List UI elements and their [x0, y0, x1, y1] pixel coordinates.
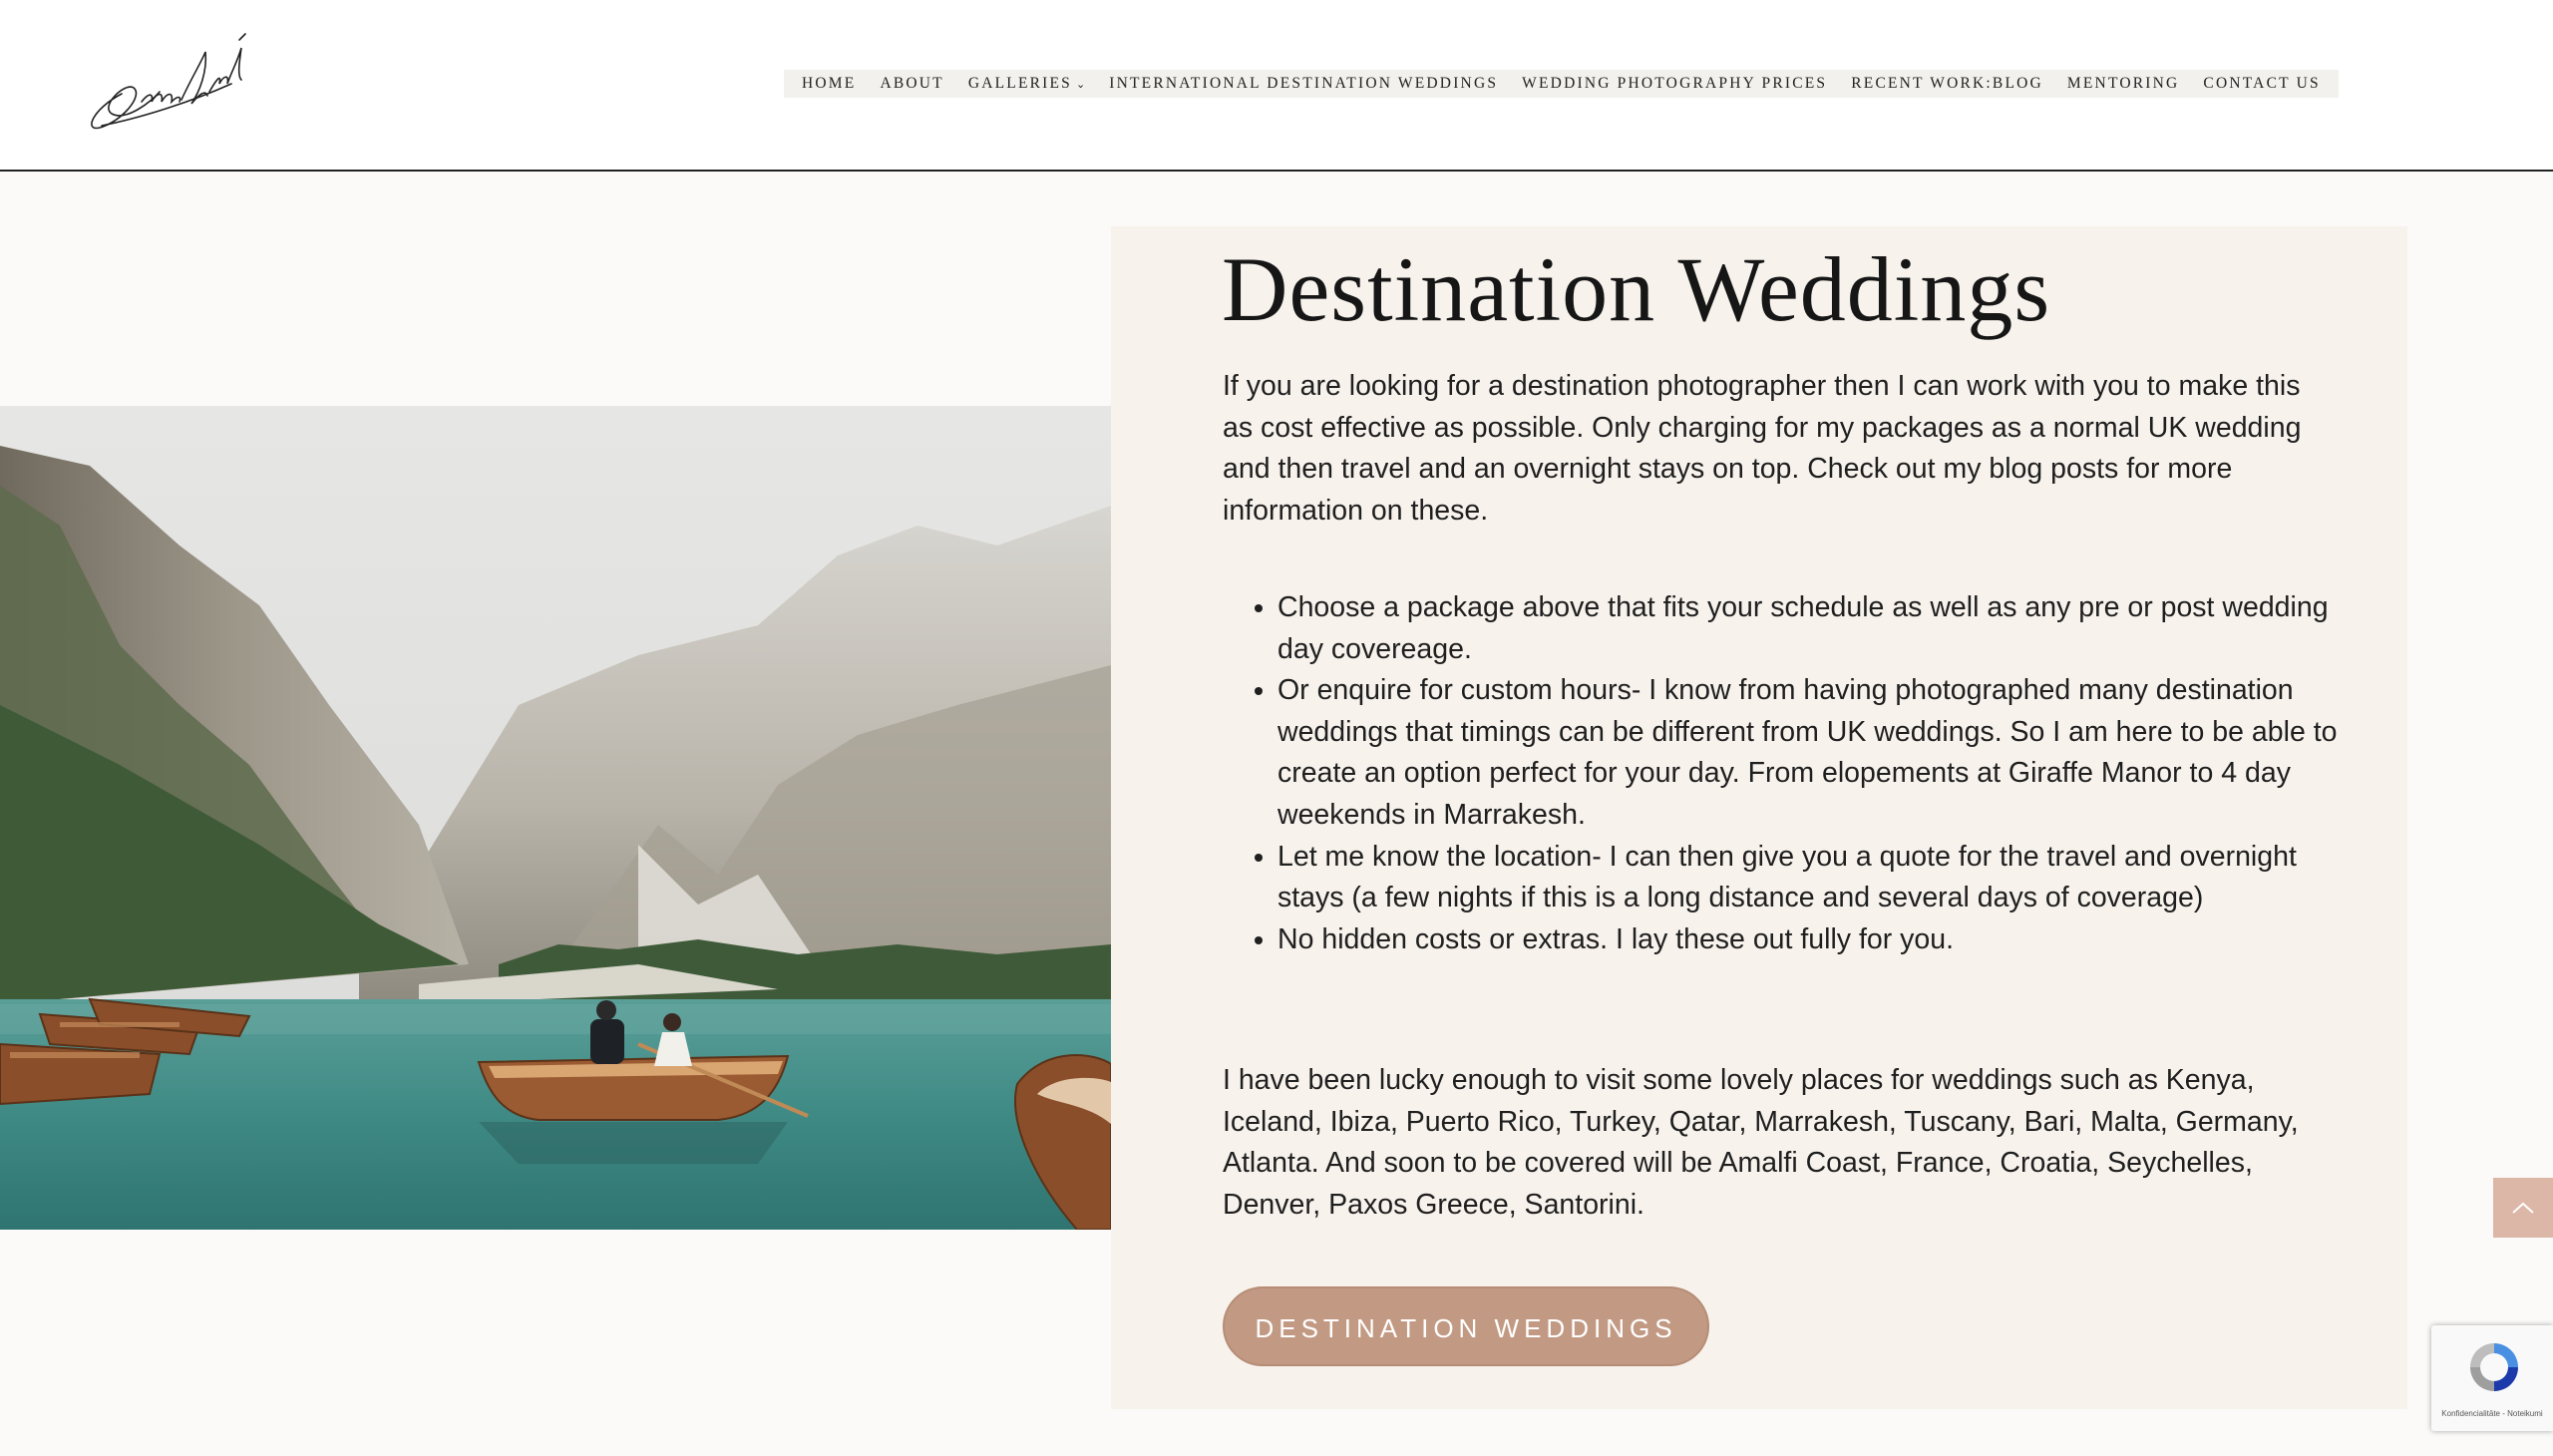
nav-label: GALLERIES — [967, 75, 1073, 92]
list-item: • No hidden costs or extras. I lay these out fully for you. — [1277, 919, 2355, 961]
page-title: Destination Weddings — [1222, 238, 2051, 340]
list-item: • Or enquire for custom hours- I know from having photographed many destination weddings that timings can be different from UK weddings. So I am here to be able to create an option perfect for your day. From elopements at Giraffe Manor to 4 day weekends in Marrakesh. — [1277, 670, 2355, 836]
nav-label: WEDDING PHOTOGRAPHY PRICES — [1522, 75, 1828, 92]
nav-label: ABOUT — [880, 75, 944, 92]
nav-label: CONTACT US — [2203, 75, 2321, 92]
main-nav — [784, 70, 2339, 98]
site-header — [0, 0, 2553, 172]
site-logo[interactable] — [82, 22, 261, 140]
signature-logo-image — [82, 22, 261, 140]
nav-label: INTERNATIONAL DESTINATION WEDDINGS — [1109, 75, 1499, 92]
destination-weddings-button[interactable]: DESTINATION WEDDINGS — [1223, 1286, 1709, 1366]
package-options-list — [1223, 587, 2355, 960]
chevron-up-icon — [2511, 1201, 2535, 1215]
nav-item-mentoring[interactable] — [2055, 70, 2192, 98]
chevron-down-icon: ⌄ — [1076, 78, 1086, 91]
recaptcha-icon — [2464, 1337, 2524, 1397]
nav-item-international-destination-weddings[interactable] — [1097, 70, 1510, 98]
places-paragraph: I have been lucky enough to visit some lovely places for weddings such as Kenya, Iceland, Ibiza, Puerto Rico, Turkey, Qatar, Marrakesh, Tuscany, Bari, Malta, Germany, Atlanta. And soon to be covered will be Amalfi Coast, France, Croatia, Seychelles, Denver, Paxos Greece, Santorini. — [1223, 1064, 2299, 1221]
nav-item-galleries[interactable] — [956, 70, 1097, 98]
nav-label: RECENT WORK:BLOG — [1851, 75, 2043, 92]
scroll-to-top-button[interactable] — [2493, 1178, 2553, 1238]
recaptcha-links[interactable]: Konfidencialitāte - Noteikumi — [2441, 1409, 2543, 1418]
nav-item-recent-work-blog[interactable] — [1839, 70, 2055, 98]
destination-weddings-panel — [1111, 226, 2407, 1409]
nav-item-home[interactable] — [790, 70, 868, 98]
intro-paragraph: If you are looking for a destination photographer then I can work with you to make this as cost effective as possible. Only charging for my packages as a normal UK wedding and then travel and an overnight stays on top. Check out my blog posts for more information on these. — [1223, 370, 2302, 527]
nav-item-wedding-photography-prices[interactable] — [1510, 70, 1839, 98]
list-item: • Let me know the location- I can then give you a quote for the travel and overnight stays (a few nights if this is a long distance and several days of coverage) — [1277, 837, 2355, 919]
list-item: • Choose a package above that fits your schedule as well as any pre or post wedding day covereage. — [1277, 587, 2355, 670]
nav-item-about[interactable] — [868, 70, 955, 98]
nav-label: MENTORING — [2066, 75, 2180, 92]
nav-label: HOME — [802, 75, 857, 92]
nav-item-contact-us[interactable] — [2191, 70, 2332, 98]
lake-boat-photo — [0, 406, 1111, 1230]
recaptcha-badge[interactable] — [2431, 1325, 2553, 1431]
